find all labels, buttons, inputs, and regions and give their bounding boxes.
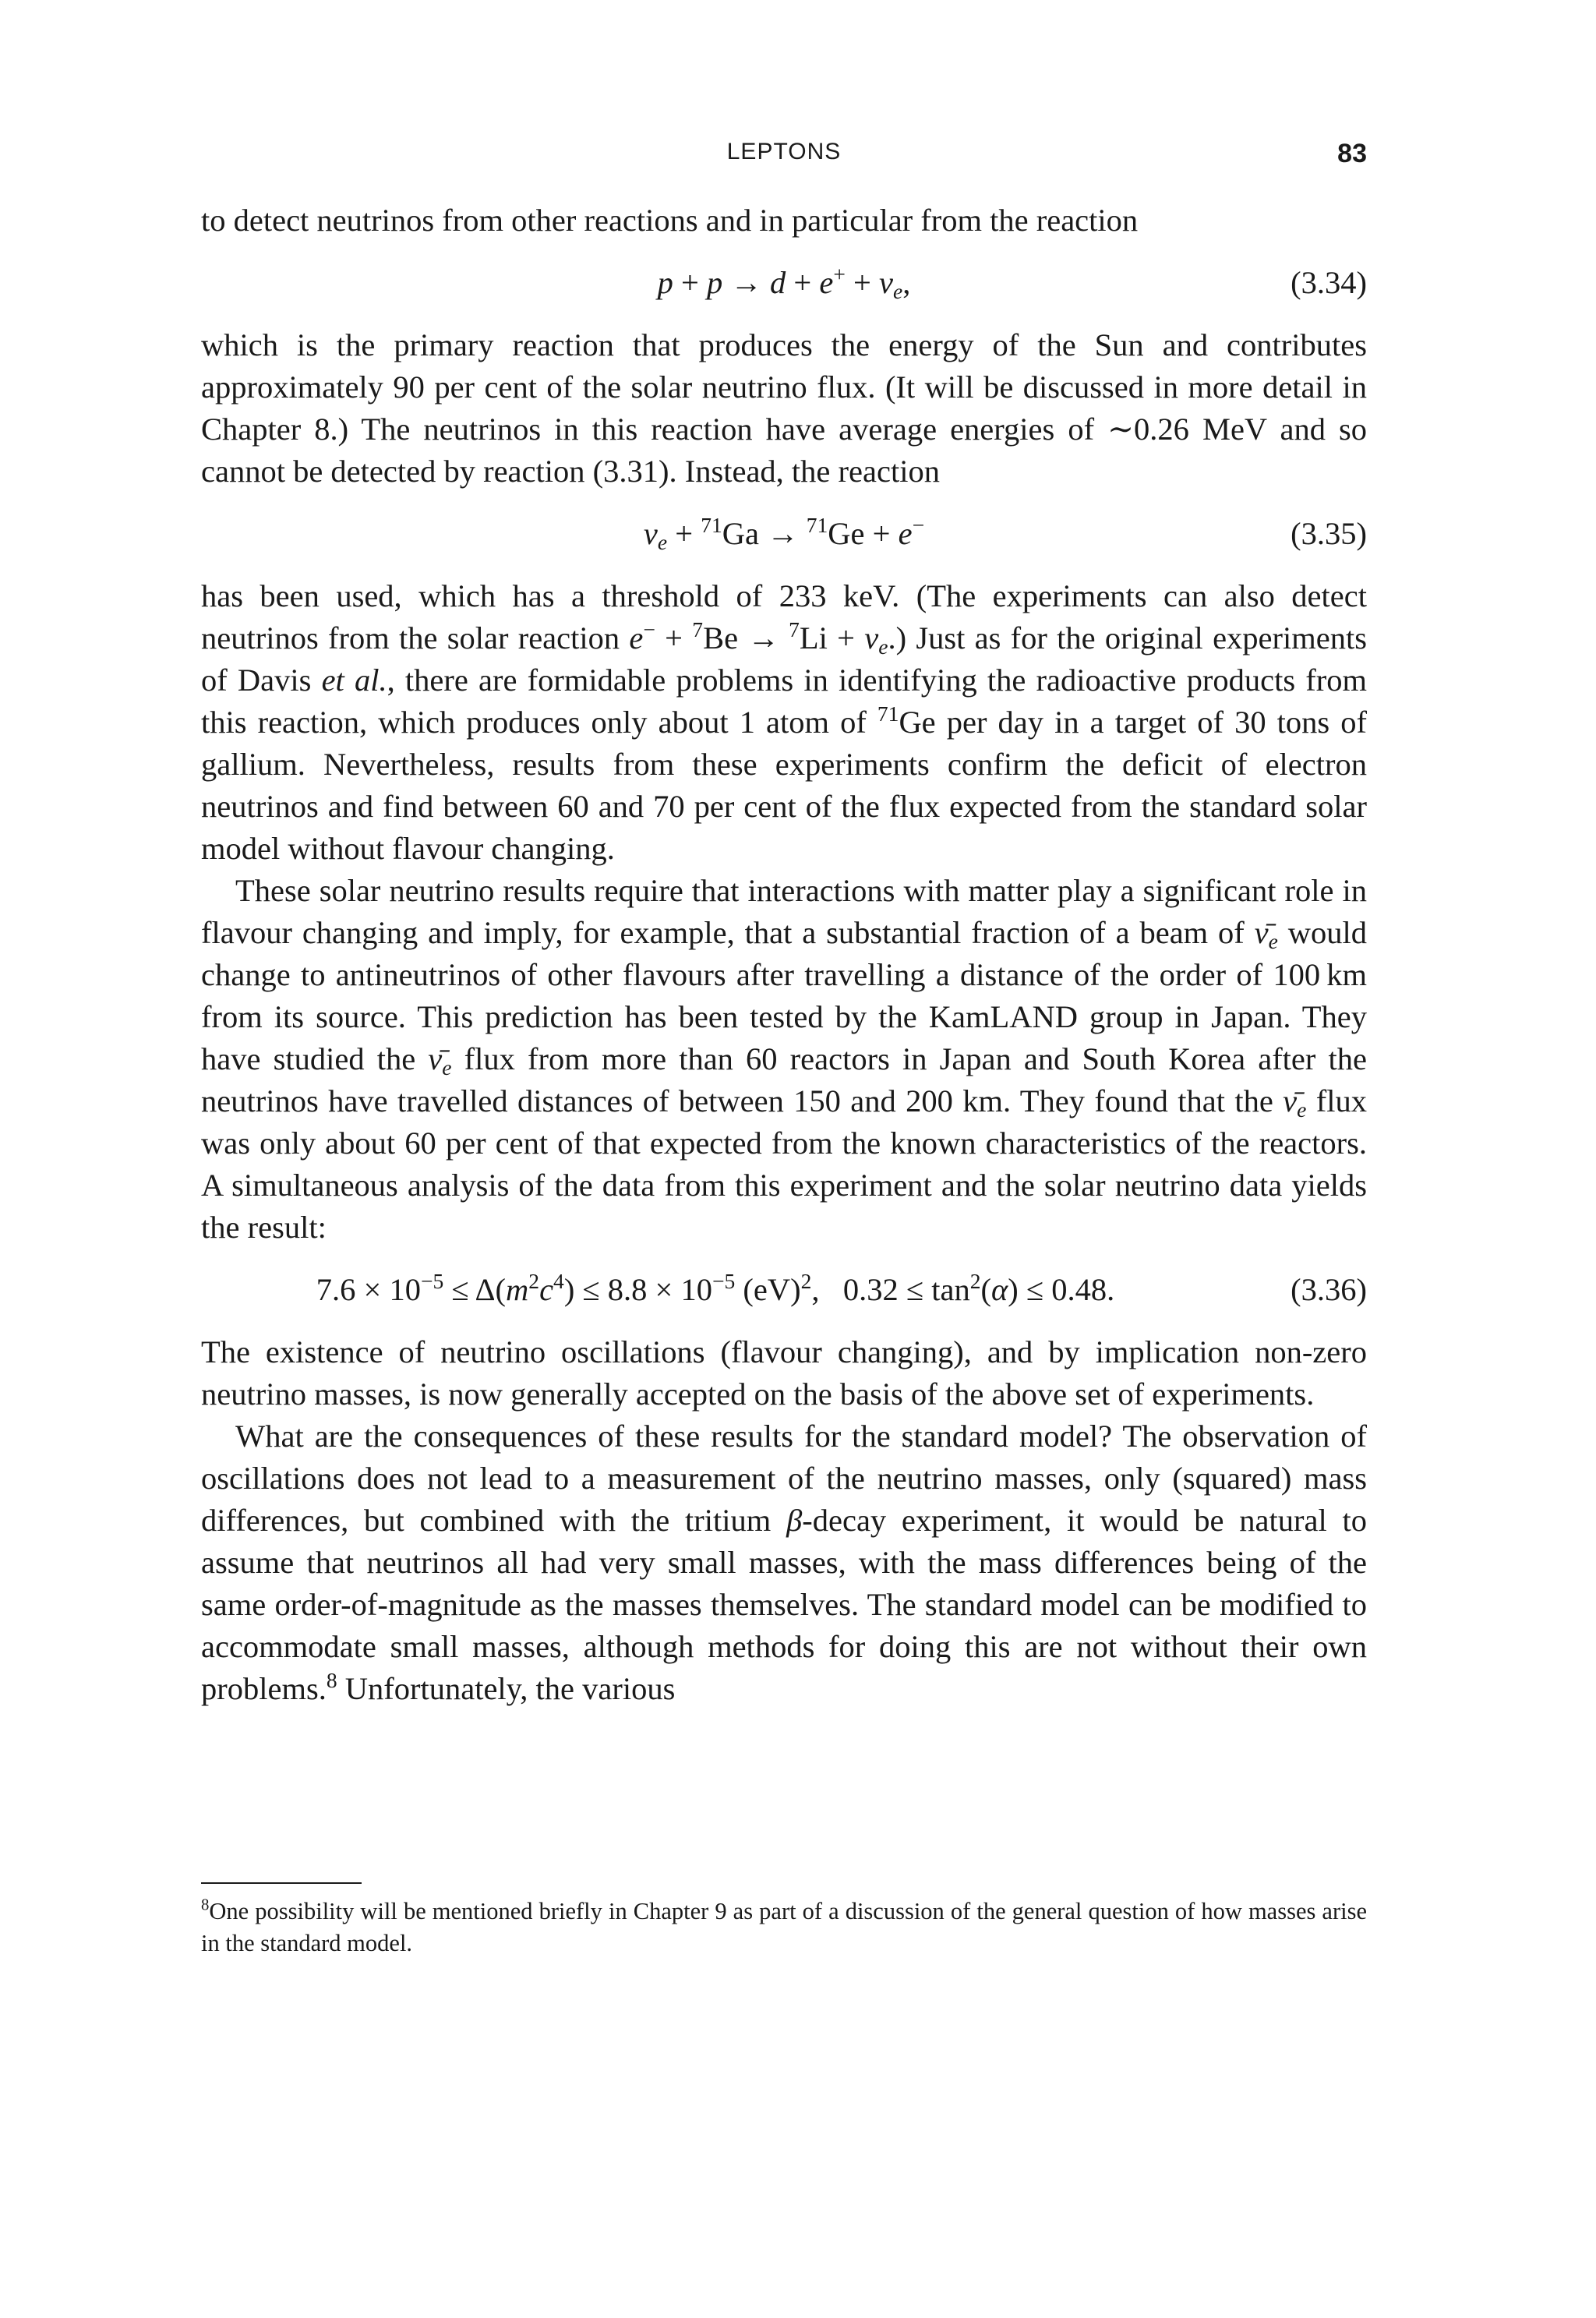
footnote: $^8$One possibility will be mentioned briefly in Chapter 9 as part of a discussion of the general question of how masses arise in the standard model.: [201, 1896, 1367, 1956]
equation-number: (3.35): [1291, 516, 1367, 551]
paragraph: which is the primary reaction that produces the energy of the Sun and contributes approximately 90 per cent of the solar neutrino flux. (It will be discussed in more detail in Chapter 8.) The neutrinos in this reaction have average energies of ∼0.26 MeV and so cannot be detected by reaction (3.31). Instead, the reaction: [201, 327, 1367, 489]
page-number: 83: [1337, 139, 1367, 168]
paragraph: has been used, which has a threshold of 233 keV. (The experiments can also detect neutrinos from the solar reaction $e^- + ^7Be \to ^7Li + \nu_e$.) Just as for the original experiments of Davis et al., there are formidable problems in identifying the radioactive products from this reaction, which produces only about 1 atom of $^{71}$Ge per day in a target of 30 tons of gallium. Nevertheless, results from these experiments confirm the deficit of electron neutrinos and find between 60 and 70 per cent of the flux expected from the standard solar model without flavour changing.: [201, 578, 1367, 866]
equation-number: (3.34): [1291, 265, 1367, 300]
equation-3-34: [201, 262, 1367, 304]
equation-math: $7.6 \times 10^{-5} \le \Delta(m^2c^4) \le 8.8 \times 10^{-5}$ (eV)$^2$, $0.32 \le \tan^2(\alpha) \le 0.48$.: [316, 1268, 1115, 1307]
body-text: [201, 200, 1367, 1710]
paragraph: What are the consequences of these results for the standard model? The observation of oscillations does not lead to a measurement of the neutrino masses, only (squared) mass differences, but combined with the tritium β-decay experiment, it would be natural to assume that neutrinos all had very small masses, with the mass differences being of the same order-of-magnitude as the masses themselves. The standard model can be modified to accommodate small masses, although methods for doing this are not without their own problems.$^8$ Unfortunately, the various: [201, 1419, 1367, 1706]
equation-math: $\nu_e + ^{71}Ga \to ^{71}Ge + e^-$: [643, 512, 925, 554]
paragraph: to detect neutrinos from other reactions and in particular from the reaction: [201, 203, 1139, 238]
equation-math: $p + p \to d + e^+ + \nu_e$,: [657, 261, 911, 303]
paragraph: The existence of neutrino oscillations (flavour changing), and by implication non-zero neutrino masses, is now generally accepted on the basis of the above set of experiments.: [201, 1334, 1367, 1412]
footnote-rule: [201, 1882, 362, 1884]
footnote-mark: 8: [201, 1896, 210, 1914]
running-head: [201, 139, 1367, 178]
equation-3-35: [201, 513, 1367, 555]
equation-3-36: [201, 1269, 1367, 1311]
equation-number: (3.36): [1291, 1272, 1367, 1307]
paragraph: These solar neutrino results require that interactions with matter play a significant role in flavour changing and imply, for example, that a substantial fraction of a beam of $\nū_e$ would change to antineutrinos of other flavours after travelling a distance of the order of 100 km from its source. This prediction has been tested by the KamLAND group in Japan. They have studied the $\nū_e$ flux from more than 60 reactors in Japan and South Korea after the neutrinos have travelled distances of between 150 and 200 km. They found that the $\nū_e$ flux was only about 60 per cent of that expected from the known characteristics of the reactors. A simultaneous analysis of the data from this experiment and the solar neutrino data yields the result:: [201, 873, 1367, 1245]
running-title: LEPTONS: [726, 139, 842, 164]
footnote-reference[interactable]: 8: [326, 1667, 337, 1692]
